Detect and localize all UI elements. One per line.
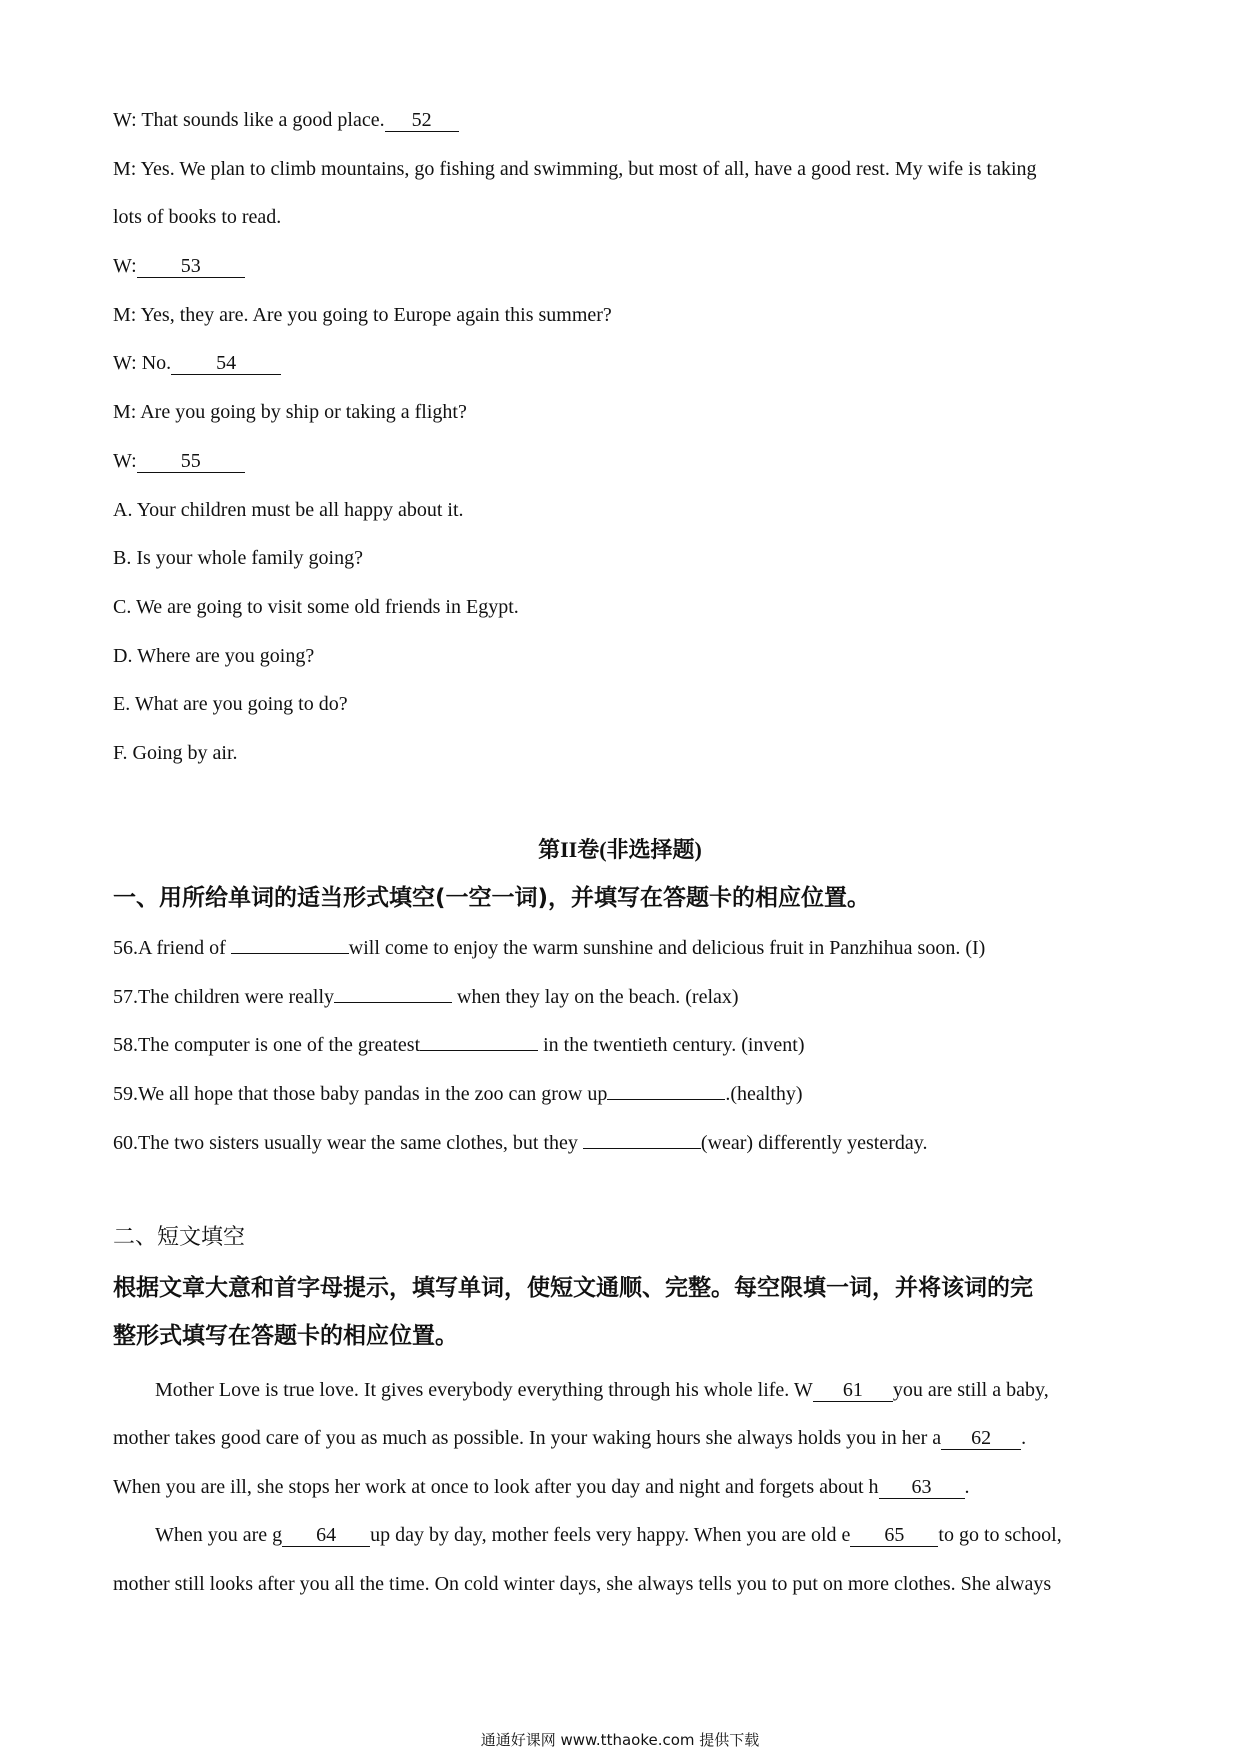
dialogue-text: W: xyxy=(113,450,137,472)
option-f: F. Going by air. xyxy=(113,742,238,764)
passage-text: When you are g xyxy=(155,1524,283,1546)
passage-line-2 xyxy=(113,1425,1026,1451)
section2-title: 二、短文填空 xyxy=(113,1225,246,1250)
option-a: A. Your children must be all happy about it. xyxy=(113,499,464,521)
dialogue-line-55 xyxy=(113,448,245,474)
dialogue-line-53 xyxy=(113,253,245,279)
passage-text: up day by day, mother feels very happy. When you are old e xyxy=(370,1524,851,1546)
dialogue-line-m1b: lots of books to read. xyxy=(113,206,282,228)
passage-text: Mother Love is true love. It gives everybody everything through his whole life. W xyxy=(155,1379,813,1401)
dialogue-line-m3: M: Are you going by ship or taking a flight? xyxy=(113,401,467,423)
blank-53: 53 xyxy=(137,255,245,278)
question-text: (wear) differently yesterday. xyxy=(700,1132,928,1154)
passage-text: you are still a baby, xyxy=(892,1379,1049,1401)
blank-52: 52 xyxy=(385,109,459,132)
question-56 xyxy=(113,935,985,961)
section1-heading: 一、用所给单词的适当形式填空(一空一词)，并填写在答题卡的相应位置。 xyxy=(113,885,871,911)
part2-title: 第II卷(非选择题) xyxy=(538,837,702,862)
dialogue-text: W: That sounds like a good place. xyxy=(113,109,385,131)
question-60 xyxy=(113,1130,927,1156)
dialogue-line-m1a: M: Yes. We plan to climb mountains, go fishing and swimming, but most of all, have a good rest. My wife is taking xyxy=(113,158,1037,180)
section2-instruction-line1: 根据文章大意和首字母提示，填写单词，使短文通顺、完整。每空限填一词，并将该词的完 xyxy=(113,1275,1033,1301)
question-text: 60.The two sisters usually wear the same clothes, but they xyxy=(113,1132,583,1154)
option-e: E. What are you going to do? xyxy=(113,693,348,715)
dialogue-text: W: xyxy=(113,255,137,277)
question-text: 57.The children were really xyxy=(113,986,335,1008)
question-text: 59.We all hope that those baby pandas in the zoo can grow up xyxy=(113,1083,608,1105)
passage-line-5: mother still looks after you all the time. On cold winter days, she always tells you to put on more clothes. She always xyxy=(113,1573,1052,1595)
question-57 xyxy=(113,984,739,1010)
blank-64: 64 xyxy=(282,1524,370,1547)
blank-62: 62 xyxy=(941,1427,1021,1450)
blank-63: 63 xyxy=(879,1476,965,1499)
option-c: C. We are going to visit some old friends in Egypt. xyxy=(113,596,519,618)
passage-text: to go to school, xyxy=(938,1524,1062,1546)
blank-54: 54 xyxy=(171,352,281,375)
question-text: 56.A friend of xyxy=(113,937,231,959)
question-58 xyxy=(113,1032,805,1058)
question-text: 58.The computer is one of the greatest xyxy=(113,1034,421,1056)
blank-57 xyxy=(334,1002,452,1003)
blank-60 xyxy=(583,1148,701,1149)
dialogue-line-54 xyxy=(113,350,281,376)
blank-65: 65 xyxy=(850,1524,938,1547)
passage-line-3 xyxy=(113,1474,970,1500)
question-text: in the twentieth century. (invent) xyxy=(538,1034,805,1056)
blank-55: 55 xyxy=(137,450,245,473)
blank-58 xyxy=(420,1050,538,1051)
question-59 xyxy=(113,1081,803,1107)
blank-56 xyxy=(231,953,349,954)
passage-line-1 xyxy=(155,1377,1049,1403)
option-b: B. Is your whole family going? xyxy=(113,547,363,569)
blank-59 xyxy=(607,1099,725,1100)
passage-text: . xyxy=(1021,1427,1027,1449)
passage-text: . xyxy=(964,1476,970,1498)
passage-text: When you are ill, she stops her work at once to look after you day and night and forgets about h xyxy=(113,1476,879,1498)
section2-instruction-line2: 整形式填写在答题卡的相应位置。 xyxy=(113,1323,458,1349)
passage-text: mother takes good care of you as much as possible. In your waking hours she always holds you in her a xyxy=(113,1427,942,1449)
dialogue-line-52 xyxy=(113,107,459,133)
passage-line-4 xyxy=(155,1522,1062,1548)
question-text: when they lay on the beach. (relax) xyxy=(452,986,739,1008)
option-d: D. Where are you going? xyxy=(113,645,315,667)
dialogue-line-m2: M: Yes, they are. Are you going to Europe again this summer? xyxy=(113,304,612,326)
dialogue-text: W: No. xyxy=(113,352,172,374)
page-footer: 通通好课网 www.tthaoke.com 提供下载 xyxy=(480,1731,760,1749)
blank-61: 61 xyxy=(813,1379,893,1402)
question-text: will come to enjoy the warm sunshine and delicious fruit in Panzhihua soon. (I) xyxy=(348,937,986,959)
question-text: .(healthy) xyxy=(725,1083,803,1105)
